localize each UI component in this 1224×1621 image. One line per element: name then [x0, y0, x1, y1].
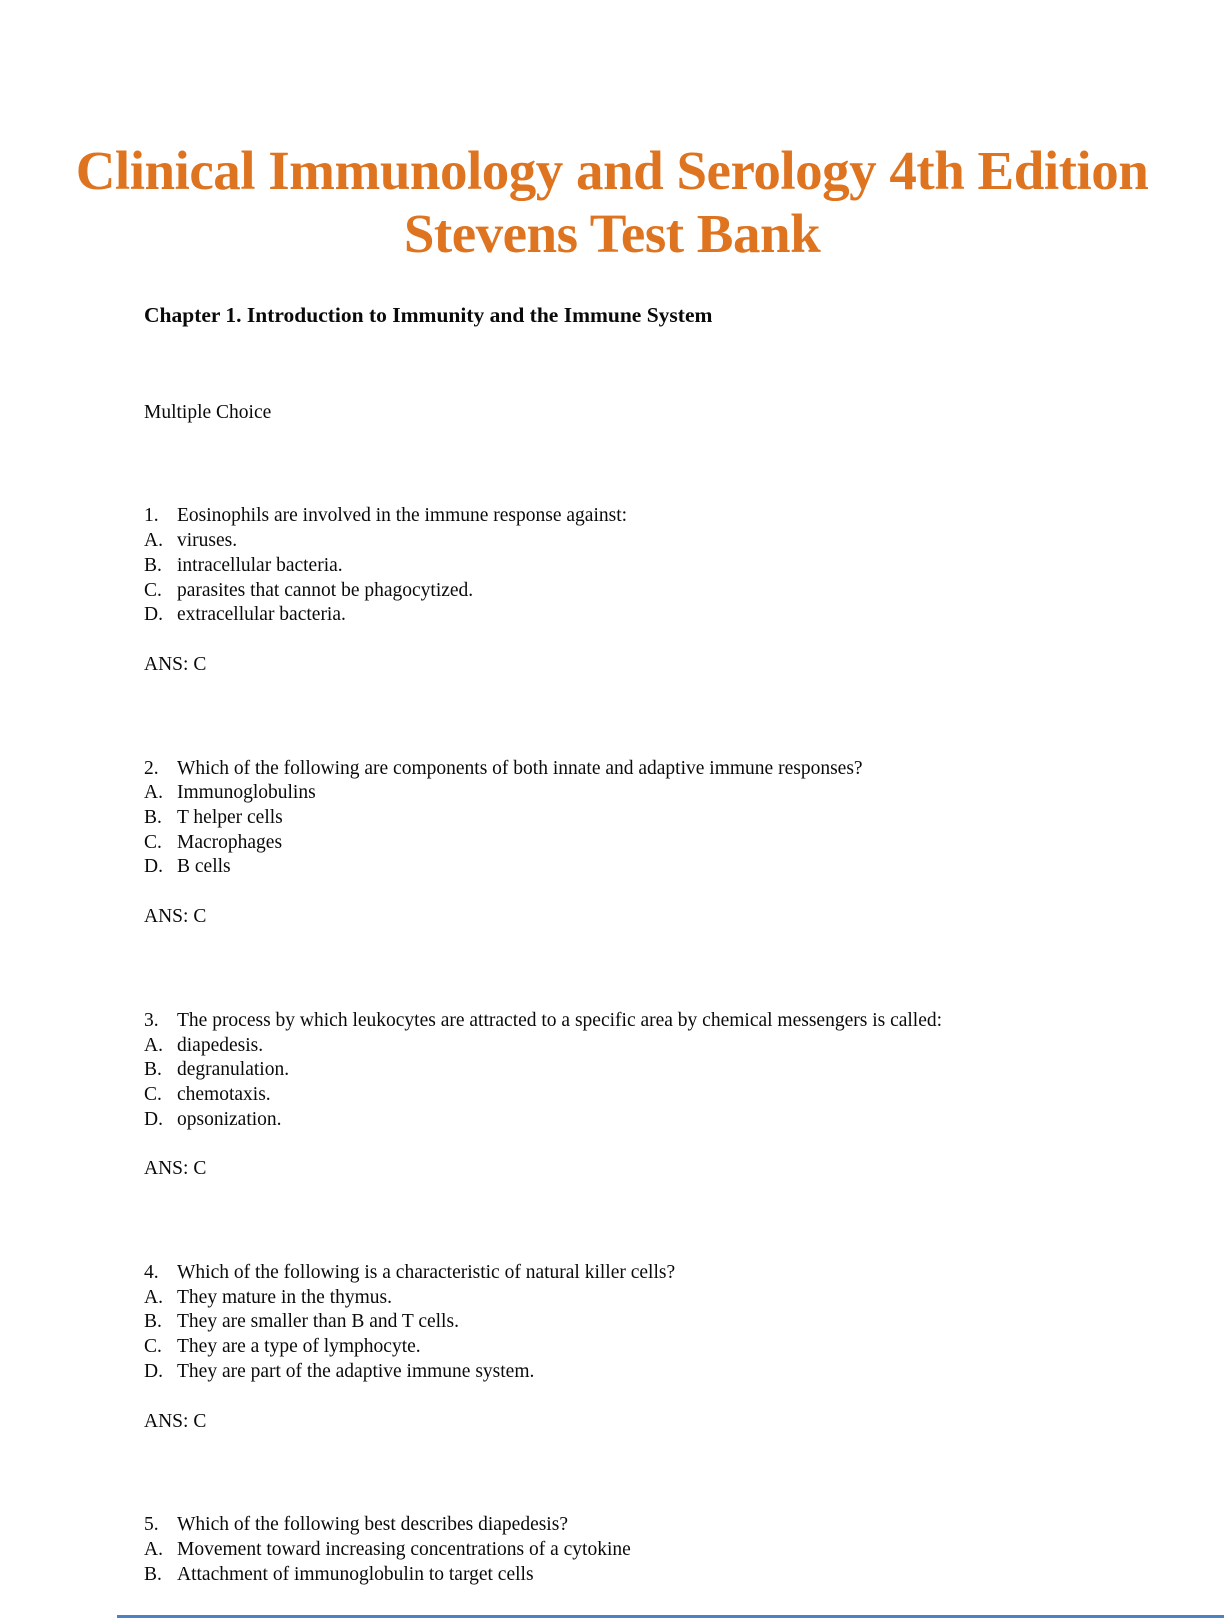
question-stem-line	[144, 504, 1224, 529]
answer-value: C	[193, 653, 207, 675]
option-text: degranulation.	[177, 1059, 290, 1081]
option-row	[144, 855, 1224, 880]
option-letter: C.	[144, 1083, 162, 1105]
option-text: Movement toward increasing concentrations of a cytokine	[177, 1538, 631, 1560]
answer-line	[144, 905, 1224, 930]
option-row	[144, 831, 1224, 856]
option-letter: D.	[144, 1108, 163, 1130]
answer-value: C	[193, 906, 207, 928]
option-letter: C.	[144, 579, 162, 601]
option-letter: D.	[144, 604, 163, 626]
answer-label: ANS:	[144, 906, 189, 928]
question-stem: Which of the following is a characteristic of natural killer cells?	[177, 1262, 676, 1284]
option-row	[144, 1108, 1224, 1133]
option-letter: B.	[144, 1311, 162, 1333]
option-letter: B.	[144, 1059, 162, 1081]
question-stem: Eosinophils are involved in the immune response against:	[177, 505, 628, 527]
question-5	[144, 1513, 1224, 1587]
option-text: viruses.	[177, 530, 238, 552]
question-stem-line	[144, 1009, 1224, 1034]
option-text: chemotaxis.	[177, 1083, 271, 1105]
option-row	[144, 1034, 1224, 1059]
answer-label: ANS:	[144, 653, 189, 675]
document-title-line1: Clinical Immunology and Serology 4th Edition	[75, 139, 1149, 201]
option-text: T helper cells	[177, 807, 283, 829]
option-text: diapedesis.	[177, 1034, 264, 1056]
section-label: Multiple Choice	[144, 401, 272, 423]
answer-value: C	[193, 1410, 207, 1432]
option-text: Immunoglobulins	[177, 782, 316, 804]
option-row	[144, 603, 1224, 628]
option-text: They are a type of lymphocyte.	[177, 1336, 421, 1358]
option-text: opsonization.	[177, 1108, 282, 1130]
option-letter: A.	[144, 1034, 163, 1056]
option-letter: C.	[144, 1336, 162, 1358]
option-row	[144, 1335, 1224, 1360]
question-2	[144, 757, 1224, 930]
option-row	[144, 1058, 1224, 1083]
document-title-line2: Stevens Test Bank	[403, 202, 821, 264]
option-letter: B.	[144, 554, 162, 576]
option-row	[144, 1286, 1224, 1311]
option-letter: A.	[144, 1538, 163, 1560]
option-text: B cells	[177, 856, 231, 878]
question-stem: Which of the following best describes diapedesis?	[177, 1514, 568, 1536]
document-page	[0, 37, 1224, 1621]
option-letter: D.	[144, 1360, 163, 1382]
chapter-heading: Chapter 1. Introduction to Immunity and the Immune System	[144, 302, 713, 327]
option-text: They mature in the thymus.	[177, 1286, 392, 1308]
answer-line	[144, 653, 1224, 678]
option-row	[144, 529, 1224, 554]
question-stem: Which of the following are components of both innate and adaptive immune responses?	[177, 757, 863, 779]
option-letter: A.	[144, 530, 163, 552]
answer-value: C	[193, 1158, 207, 1180]
question-number: 4.	[144, 1262, 159, 1284]
option-letter: D.	[144, 856, 163, 878]
question-4	[144, 1261, 1224, 1434]
option-row	[144, 579, 1224, 604]
answer-line	[144, 1157, 1224, 1182]
option-row	[144, 1360, 1224, 1385]
question-number: 1.	[144, 505, 159, 527]
question-number: 2.	[144, 757, 159, 779]
option-text: Attachment of immunoglobulin to target cells	[177, 1563, 534, 1585]
question-3	[144, 1009, 1224, 1182]
option-row	[144, 1310, 1224, 1335]
option-row	[144, 806, 1224, 831]
option-text: They are part of the adaptive immune system.	[177, 1360, 535, 1382]
option-text: parasites that cannot be phagocytized.	[177, 579, 474, 601]
option-text: intracellular bacteria.	[177, 554, 343, 576]
answer-label: ANS:	[144, 1410, 189, 1432]
question-stem: The process by which leukocytes are attracted to a specific area by chemical messengers is called:	[177, 1009, 943, 1031]
document-title	[0, 37, 1224, 265]
page-bottom-divider	[117, 1615, 1224, 1618]
option-letter: A.	[144, 1286, 163, 1308]
answer-label: ANS:	[144, 1158, 189, 1180]
answer-line	[144, 1410, 1224, 1435]
option-letter: A.	[144, 782, 163, 804]
option-row	[144, 781, 1224, 806]
question-stem-line	[144, 1261, 1224, 1286]
option-letter: B.	[144, 807, 162, 829]
option-text: extracellular bacteria.	[177, 604, 346, 626]
question-stem-line	[144, 757, 1224, 782]
question-1	[144, 504, 1224, 677]
option-row	[144, 1538, 1224, 1563]
question-stem-line	[144, 1513, 1224, 1538]
question-number: 5.	[144, 1514, 159, 1536]
option-letter: C.	[144, 831, 162, 853]
option-letter: B.	[144, 1563, 162, 1585]
option-text: Macrophages	[177, 831, 283, 853]
option-row	[144, 1083, 1224, 1108]
option-row	[144, 554, 1224, 579]
question-number: 3.	[144, 1009, 159, 1031]
option-text: They are smaller than B and T cells.	[177, 1311, 459, 1333]
